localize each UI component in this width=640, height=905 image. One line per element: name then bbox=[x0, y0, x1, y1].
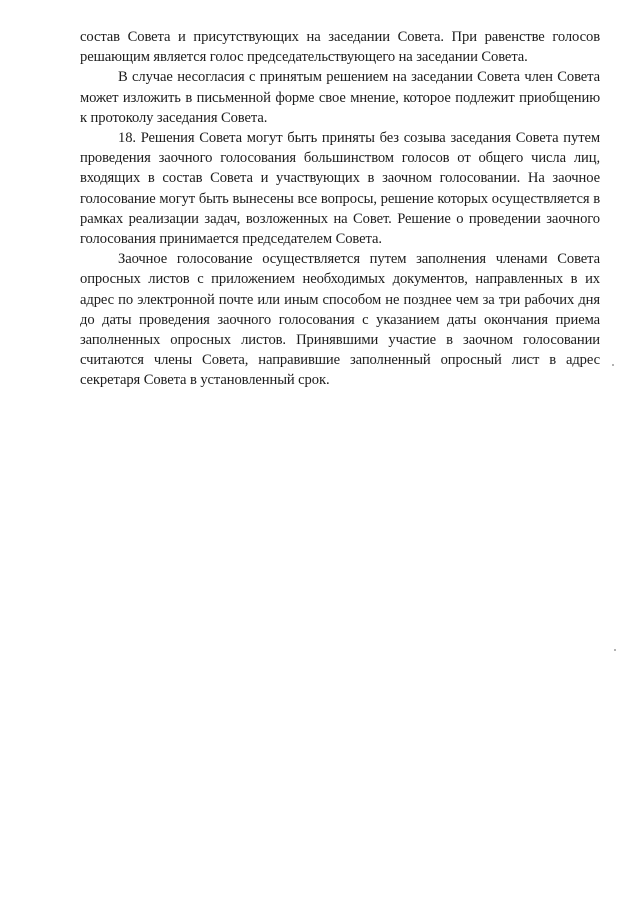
paragraph-absentee-voting-procedure: Заочное голосование осуществляется путем заполнения членами Совета опросных листов с приложением необходимых документов, направленных в их адрес по электронной почте или иным способом не позднее чем за три рабочих дня до даты проведения заочного голосования с указанием даты окончания приема заполненных опросных листов. Принявшими участие в заочном голосовании считаются члены Совета, направившие заполненный опросный лист в адрес секретаря Совета в установленный срок. bbox=[80, 251, 600, 389]
paragraph-dissenting-opinion: В случае несогласия с принятым решением на заседании Совета член Совета может изложить в письменной форме свое мнение, которое подлежит приобщению к протоколу заседания Совета. bbox=[80, 69, 600, 126]
scan-speck bbox=[612, 364, 614, 366]
document-body bbox=[80, 27, 600, 391]
scan-speck bbox=[614, 649, 616, 651]
paragraph-absentee-voting-decisions: 18. Решения Совета могут быть приняты без созыва заседания Совета путем проведения заочного голосования большинством голосов от общего числа лиц, входящих в состав Совета и участвующих в заочном голосовании. На заочное голосование могут быть вынесены все вопросы, решение которых осуществляется в рамках реализации задач, возложенных на Совет. Решение о проведении заочного голосования принимается председателем Совета. bbox=[80, 130, 600, 248]
paragraph-council-quorum: состав Совета и присутствующих на заседании Совета. При равенстве голосов решающим является голос председательствующего на заседании Совета. bbox=[80, 29, 600, 66]
